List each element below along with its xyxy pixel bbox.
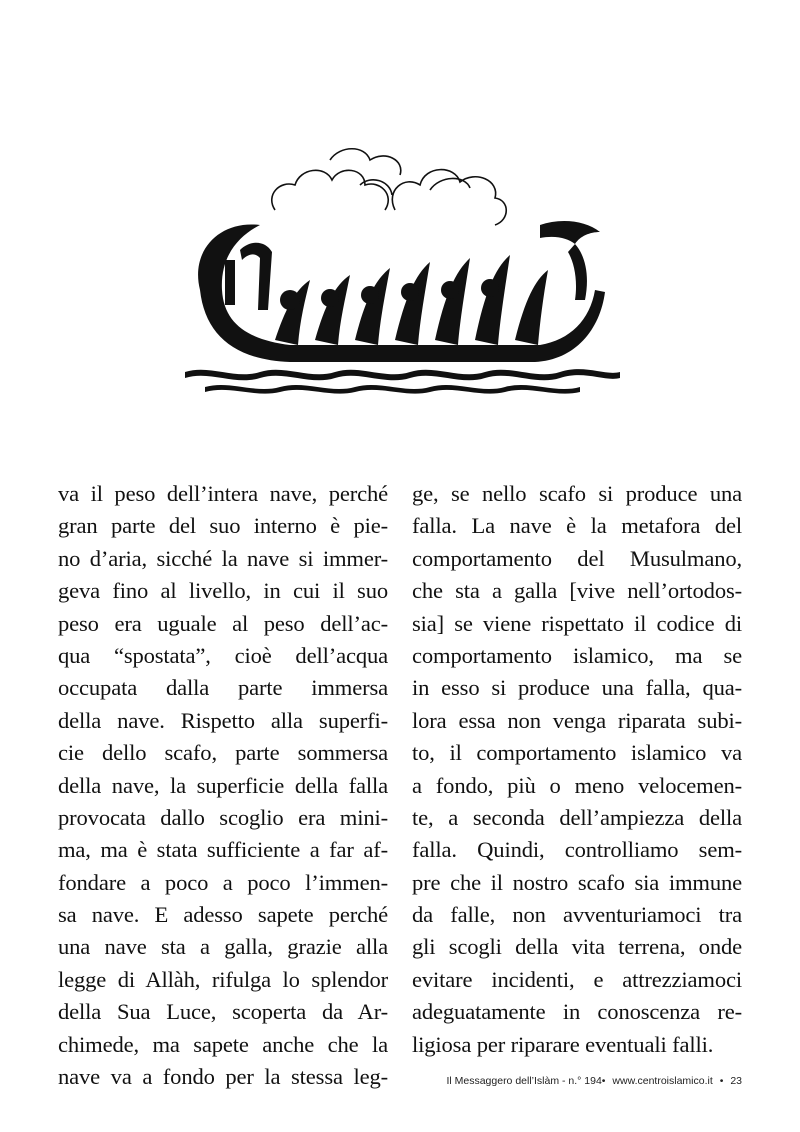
text-column-left <box>58 478 388 1093</box>
text-line: evitare incidenti, e attrezziamoci <box>412 966 742 992</box>
calligraphy-ship-icon <box>180 140 620 400</box>
page-number: 23 <box>730 1075 742 1087</box>
text-line: lora essa non venga riparata subi- <box>412 707 742 733</box>
text-line: falla. Quindi, controlliamo sem- <box>412 837 742 863</box>
text-line: no d’aria, sicché la nave si immer- <box>58 545 388 571</box>
text-line: ligiosa per riparare eventuali falli. <box>412 1031 714 1057</box>
text-line: pre che il nostro scafo sia immune <box>412 869 742 895</box>
text-line: da falle, non avventuriamoci tra <box>412 902 742 928</box>
text-line: occupata dalla parte immersa <box>58 675 388 701</box>
text-line: a fondo, più o meno velocemen- <box>412 772 742 798</box>
text-line: provocata dallo scoglio era mini- <box>58 804 388 830</box>
text-line: peso era uguale al peso dell’ac- <box>58 610 388 636</box>
text-line: adeguatamente in conoscenza re- <box>412 999 742 1025</box>
text-line: una nave sta a galla, grazie alla <box>58 934 388 960</box>
text-line: comportamento islamico, ma se <box>412 642 742 668</box>
text-line: che sta a galla [vive nell’ortodos- <box>412 578 742 604</box>
text-line: comportamento del Musulmano, <box>412 545 742 571</box>
text-line: della nave. Rispetto alla superfi- <box>58 707 388 733</box>
text-line: gli scogli della vita terrena, onde <box>412 934 742 960</box>
page-footer <box>442 1075 742 1087</box>
text-line: falla. La nave è la metafora del <box>412 513 742 539</box>
text-line: della Sua Luce, scoperta da Ar- <box>58 999 388 1025</box>
text-line: della nave, la superficie della falla <box>58 772 388 798</box>
text-line: sia] se viene rispettato il codice di <box>412 610 742 636</box>
text-line: geva fino al livello, in cui il suo <box>58 578 388 604</box>
text-line: nave va a fondo per la stessa leg- <box>58 1064 388 1090</box>
text-line: va il peso dell’intera nave, perché <box>58 481 388 506</box>
text-line: qua “spostata”, cioè dell’acqua <box>58 642 388 668</box>
text-line: in esso si produce una falla, qua- <box>412 675 742 701</box>
text-line: ma, ma è stata sufficiente a far af- <box>58 837 388 863</box>
text-line: ge, se nello scafo si produce una <box>412 481 742 506</box>
footer-separator: • <box>719 1075 724 1087</box>
text-line: cie dello scafo, parte sommersa <box>58 740 388 766</box>
publication-name: Il Messaggero dell’Islàm - n.° 194• <box>446 1075 606 1087</box>
text-line: legge di Allàh, rifulga lo splendor <box>58 966 388 992</box>
website-link[interactable]: www.centroislamico.it <box>612 1075 713 1087</box>
text-line: gran parte del suo interno è pie- <box>58 513 388 539</box>
text-column-right <box>412 478 742 1061</box>
text-line: chimede, ma sapete anche che la <box>58 1031 388 1057</box>
text-line: sa nave. E adesso sapete perché <box>58 902 388 928</box>
text-line: fondare a poco a poco l’immen- <box>58 869 388 895</box>
text-line: te, a seconda dell’ampiezza della <box>412 804 742 830</box>
text-line: to, il comportamento islamico va <box>412 740 742 766</box>
calligraphy-ship-illustration <box>180 140 620 400</box>
